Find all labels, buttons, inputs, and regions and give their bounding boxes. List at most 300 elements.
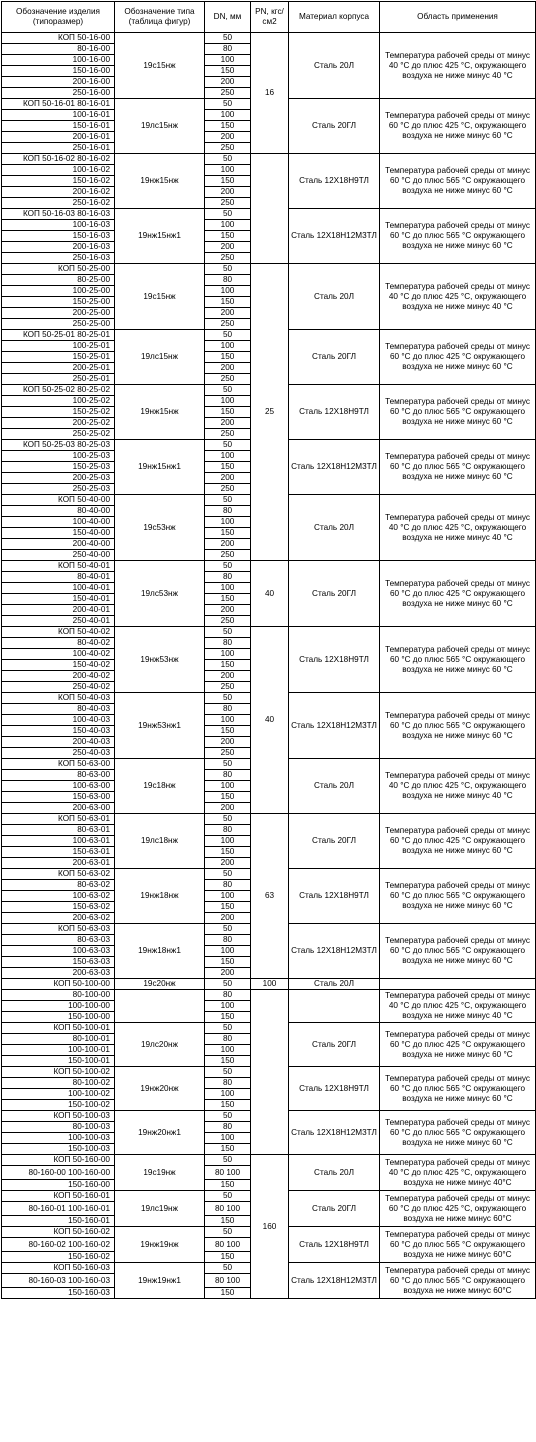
designation-cell: 80-100-03 [2,1122,115,1133]
dn-cell: 150 [205,462,251,473]
designation-cell: 150-63-02 [2,902,115,913]
application-cell: Температура рабочей среды от минус 60 °С до плюс 425 °С окружающего воздуха не ниже минус 60 °С [380,814,536,869]
designation-cell: 150-100-03 [2,1144,115,1155]
designation-cell: 200-16-00 [2,77,115,88]
table-row [2,990,536,1001]
dn-cell: 150 [205,660,251,671]
dn-cell: 250 [205,748,251,759]
dn-cell: 80 100 [205,1274,251,1288]
designation-cell: 200-16-02 [2,187,115,198]
dn-cell: 250 [205,429,251,440]
application-cell: Температура рабочей среды от минус 60 °С до плюс 565 °С окружающего воздуха не ниже минус 60°С [380,1227,536,1263]
designation-cell: 150-40-03 [2,726,115,737]
designation-cell: 80-40-01 [2,572,115,583]
designation-cell: 150-16-01 [2,121,115,132]
application-cell: Температура рабочей среды от минус 40 °С до плюс 425 °С, окружающего воздуха не ниже минус 40 °С [380,33,536,99]
dn-cell: 50 [205,1227,251,1238]
dn-cell: 80 [205,935,251,946]
application-cell: Температура рабочей среды от минус 60 °С до плюс 425 °С, окружающего воздуха не ниже минус 60 °С [380,99,536,154]
designation-cell: 100-25-01 [2,341,115,352]
dn-cell: 150 [205,726,251,737]
dn-cell: 100 [205,1045,251,1056]
designation-cell: 150-160-03 [2,1288,115,1299]
dn-cell: 150 [205,231,251,242]
type-cell: 19лс19нж [115,1191,205,1227]
header-row [2,2,536,33]
designation-cell: 200-25-03 [2,473,115,484]
designation-cell: 100-25-02 [2,396,115,407]
dn-cell: 250 [205,682,251,693]
table-row [2,627,536,638]
dn-cell: 100 [205,517,251,528]
application-cell: Температура рабочей среды от минус 60 °С до плюс 565 °С окружающего воздуха не ниже минус 60 °С [380,693,536,759]
dn-cell: 80 [205,506,251,517]
application-cell: Температура рабочей среды от минус 60 °С до плюс 565 °С окружающего воздуха не ниже минус 60 °С [380,627,536,693]
designation-cell: 80-100-00 [2,990,115,1001]
designation-cell: КОП 50-40-00 [2,495,115,506]
application-cell: Температура рабочей среды от минус 40 °С до плюс 425 °С, окружающего воздуха не ниже минус 40°С [380,1155,536,1191]
designation-cell: 200-16-01 [2,132,115,143]
dn-cell: 80 [205,638,251,649]
type-cell: 19с53нж [115,495,205,561]
designation-cell: КОП 50-160-01 [2,1191,115,1202]
type-cell [115,990,205,1023]
dn-cell: 80 [205,1122,251,1133]
dn-cell: 150 [205,1288,251,1299]
dn-cell: 200 [205,539,251,550]
material-cell: Сталь 20ГЛ [289,561,380,627]
dn-cell: 100 [205,836,251,847]
application-cell: Температура рабочей среды от минус 60 °С до плюс 565 °С окружающего воздуха не ниже минус 60 °С [380,924,536,979]
material-cell: Сталь 20ГЛ [289,99,380,154]
designation-cell: 100-63-03 [2,946,115,957]
designation-cell: 200-40-01 [2,605,115,616]
designation-cell: 150-25-01 [2,352,115,363]
dn-cell: 100 [205,341,251,352]
designation-cell: 80-16-00 [2,44,115,55]
designation-cell: 150-25-03 [2,462,115,473]
designation-cell: 250-40-03 [2,748,115,759]
designation-cell: 150-160-00 [2,1180,115,1191]
dn-cell: 50 [205,1155,251,1166]
material-cell: Сталь 12Х18Н9ТЛ [289,627,380,693]
designation-cell: 250-25-02 [2,429,115,440]
table-row [2,561,536,572]
application-cell: Температура рабочей среды от минус 60 °С до плюс 565 °С окружающего воздуха не ниже минус 60 °С [380,385,536,440]
table-row [2,979,536,990]
dn-cell: 200 [205,308,251,319]
designation-cell: 200-16-03 [2,242,115,253]
dn-cell: 150 [205,1012,251,1023]
dn-cell: 150 [205,528,251,539]
application-cell: Температура рабочей среды от минус 60 °С до плюс 565 °С окружающего воздуха не ниже минус 60 °С [380,1111,536,1155]
table-row [2,33,536,44]
type-cell: 19лс18нж [115,814,205,869]
pn-cell [251,154,289,264]
dn-cell: 200 [205,77,251,88]
dn-cell: 80 100 [205,1238,251,1252]
designation-cell: 150-63-01 [2,847,115,858]
header-type: Обозначение типа (таблица фигур) [115,2,205,33]
type-cell: 19нж19нж [115,1227,205,1263]
designation-cell: 150-100-02 [2,1100,115,1111]
application-cell [380,979,536,990]
dn-cell: 100 [205,286,251,297]
material-cell: Сталь 20ГЛ [289,1023,380,1067]
dn-cell: 250 [205,319,251,330]
designation-cell: 150-16-02 [2,176,115,187]
dn-cell: 200 [205,803,251,814]
header-dn: DN, мм [205,2,251,33]
table-row [2,1155,536,1166]
material-cell: Сталь 12Х18Н9ТЛ [289,1227,380,1263]
designation-cell: 150-63-00 [2,792,115,803]
designation-cell: 150-100-01 [2,1056,115,1067]
material-cell: Сталь 12Х18Н9ТЛ [289,154,380,209]
dn-cell: 80 [205,880,251,891]
designation-cell: 80-160-01 100-160-01 [2,1202,115,1216]
designation-cell: 150-63-03 [2,957,115,968]
dn-cell: 200 [205,913,251,924]
designation-cell: 250-40-01 [2,616,115,627]
application-cell: Температура рабочей среды от минус 60 °С до плюс 565 °С окружающего воздуха не ниже минус 60 °С [380,869,536,924]
dn-cell: 50 [205,924,251,935]
dn-cell: 100 [205,1001,251,1012]
type-cell: 19с18нж [115,759,205,814]
dn-cell: 80 [205,770,251,781]
dn-cell: 150 [205,957,251,968]
dn-cell: 50 [205,264,251,275]
designation-cell: 80-25-00 [2,275,115,286]
dn-cell: 250 [205,88,251,99]
type-cell: 19нж20нж [115,1067,205,1111]
designation-cell: 80-100-01 [2,1034,115,1045]
designation-cell: 250-25-01 [2,374,115,385]
dn-cell: 200 [205,858,251,869]
material-cell: Сталь 20Л [289,759,380,814]
dn-cell: 50 [205,627,251,638]
header-material: Материал корпуса [289,2,380,33]
designation-cell: 150-40-02 [2,660,115,671]
dn-cell: 50 [205,385,251,396]
designation-cell: 100-40-03 [2,715,115,726]
designation-cell: КОП 50-25-01 80-25-01 [2,330,115,341]
designation-cell: 100-16-01 [2,110,115,121]
material-cell: Сталь 20ГЛ [289,1191,380,1227]
dn-cell: 100 [205,55,251,66]
dn-cell: 200 [205,242,251,253]
type-cell: 19лс15нж [115,330,205,385]
valve-specs-table [1,1,536,1299]
dn-cell: 50 [205,693,251,704]
dn-cell: 100 [205,165,251,176]
designation-cell: 80-100-02 [2,1078,115,1089]
designation-cell: 250-16-02 [2,198,115,209]
pn-cell: 63 [251,814,289,979]
designation-cell: 80-160-02 100-160-02 [2,1238,115,1252]
application-cell: Температура рабочей среды от минус 40 °С до плюс 425 °С, окружающего воздуха не ниже минус 40 °С [380,990,536,1023]
designation-cell: 80-160-03 100-160-03 [2,1274,115,1288]
designation-cell: 80-40-03 [2,704,115,715]
designation-cell: КОП 50-16-03 80-16-03 [2,209,115,220]
dn-cell: 50 [205,99,251,110]
dn-cell: 50 [205,979,251,990]
dn-cell: 50 [205,561,251,572]
type-cell: 19лс53нж [115,561,205,627]
type-cell: 19нж53нж [115,627,205,693]
designation-cell: 200-25-02 [2,418,115,429]
designation-cell: 100-63-00 [2,781,115,792]
application-cell: Температура рабочей среды от минус 60 °С до плюс 565 °С окружающего воздуха не ниже минус 60 °С [380,440,536,495]
dn-cell: 200 [205,132,251,143]
dn-cell: 150 [205,1252,251,1263]
material-cell: Сталь 12Х18Н12М3ТЛ [289,924,380,979]
dn-cell: 50 [205,1263,251,1274]
pn-cell: 160 [251,1155,289,1299]
dn-cell: 150 [205,297,251,308]
dn-cell: 50 [205,1111,251,1122]
dn-cell: 250 [205,616,251,627]
designation-cell: 150-25-02 [2,407,115,418]
designation-cell: 200-25-01 [2,363,115,374]
dn-cell: 250 [205,143,251,154]
designation-cell: 150-160-01 [2,1216,115,1227]
designation-cell: КОП 50-25-00 [2,264,115,275]
pn-cell: 16 [251,33,289,154]
dn-cell: 80 100 [205,1202,251,1216]
dn-cell: 100 [205,583,251,594]
type-cell: 19с20нж [115,979,205,990]
material-cell: Сталь 20Л [289,264,380,330]
dn-cell: 100 [205,946,251,957]
designation-cell: 100-100-03 [2,1133,115,1144]
material-cell: Сталь 12Х18Н12М3ТЛ [289,693,380,759]
dn-cell: 100 [205,715,251,726]
dn-cell: 50 [205,495,251,506]
designation-cell: КОП 50-160-03 [2,1263,115,1274]
designation-cell: 100-16-02 [2,165,115,176]
dn-cell: 150 [205,1216,251,1227]
designation-cell: 100-63-02 [2,891,115,902]
type-cell: 19нж15нж [115,154,205,209]
designation-cell: 80-63-00 [2,770,115,781]
dn-cell: 80 100 [205,1166,251,1180]
designation-cell: 80-63-02 [2,880,115,891]
dn-cell: 200 [205,737,251,748]
dn-cell: 250 [205,550,251,561]
designation-cell: КОП 50-100-02 [2,1067,115,1078]
application-cell: Температура рабочей среды от минус 60 °С до плюс 425 °С окружающего воздуха не ниже минус 60 °С [380,1023,536,1067]
dn-cell: 250 [205,253,251,264]
material-cell: Сталь 20ГЛ [289,814,380,869]
designation-cell: КОП 50-100-03 [2,1111,115,1122]
designation-cell: 150-100-00 [2,1012,115,1023]
material-cell: Сталь 20Л [289,1155,380,1191]
dn-cell: 200 [205,418,251,429]
designation-cell: КОП 50-25-02 80-25-02 [2,385,115,396]
application-cell: Температура рабочей среды от минус 60 °С до плюс 425 °С окружающего воздуха не ниже минус 60 °С [380,330,536,385]
dn-cell: 80 [205,990,251,1001]
dn-cell: 100 [205,891,251,902]
application-cell: Температура рабочей среды от минус 60 °С до плюс 425 °С, окружающего воздуха не ниже минус 60°С [380,1191,536,1227]
type-cell: 19нж15нж1 [115,440,205,495]
designation-cell: 250-16-03 [2,253,115,264]
dn-cell: 50 [205,330,251,341]
dn-cell: 100 [205,781,251,792]
dn-cell: 100 [205,220,251,231]
header-designation: Обозначение изделия (типоразмер) [2,2,115,33]
designation-cell: 200-63-01 [2,858,115,869]
material-cell: Сталь 12Х18Н12М3ТЛ [289,1263,380,1299]
designation-cell: 150-16-00 [2,66,115,77]
type-cell: 19нж19нж1 [115,1263,205,1299]
dn-cell: 150 [205,1100,251,1111]
dn-cell: 50 [205,1023,251,1034]
designation-cell: 200-40-00 [2,539,115,550]
designation-cell: 100-63-01 [2,836,115,847]
pn-cell: 40 [251,561,289,627]
material-cell: Сталь 20Л [289,33,380,99]
application-cell: Температура рабочей среды от минус 40 °С до плюс 425 °С, окружающего воздуха не ниже минус 40 °С [380,759,536,814]
designation-cell: КОП 50-160-02 [2,1227,115,1238]
designation-cell: КОП 50-25-03 80-25-03 [2,440,115,451]
type-cell: 19нж53нж1 [115,693,205,759]
dn-cell: 200 [205,363,251,374]
application-cell: Температура рабочей среды от минус 60 °С до плюс 425 °С окружающего воздуха не ниже минус 60 °С [380,561,536,627]
table-body [2,33,536,1299]
dn-cell: 200 [205,187,251,198]
designation-cell: 80-40-00 [2,506,115,517]
dn-cell: 150 [205,407,251,418]
dn-cell: 100 [205,1133,251,1144]
dn-cell: 200 [205,605,251,616]
type-cell: 19с15нж [115,264,205,330]
designation-cell: 250-16-01 [2,143,115,154]
designation-cell: 250-25-03 [2,484,115,495]
dn-cell: 100 [205,451,251,462]
designation-cell: КОП 50-100-01 [2,1023,115,1034]
material-cell: Сталь 12Х18Н9ТЛ [289,1067,380,1111]
dn-cell: 200 [205,473,251,484]
dn-cell: 150 [205,847,251,858]
designation-cell: 150-160-02 [2,1252,115,1263]
dn-cell: 150 [205,594,251,605]
dn-cell: 50 [205,33,251,44]
dn-cell: 80 [205,44,251,55]
dn-cell: 50 [205,1067,251,1078]
designation-cell: 200-63-00 [2,803,115,814]
designation-cell: КОП 50-16-01 80-16-01 [2,99,115,110]
pn-cell [251,990,289,1155]
application-cell: Температура рабочей среды от минус 60 °С до плюс 565 °С окружающего воздуха не ниже минус 60°С [380,1263,536,1299]
dn-cell: 80 [205,704,251,715]
material-cell: Сталь 20Л [289,979,380,990]
designation-cell: КОП 50-100-00 [2,979,115,990]
designation-cell: 100-100-02 [2,1089,115,1100]
dn-cell: 150 [205,1144,251,1155]
designation-cell: 200-25-00 [2,308,115,319]
dn-cell: 80 [205,1034,251,1045]
application-cell: Температура рабочей среды от минус 60 °С до плюс 565 °С окружающего воздуха не ниже минус 60 °С [380,209,536,264]
type-cell: 19нж20нж1 [115,1111,205,1155]
dn-cell: 150 [205,1056,251,1067]
dn-cell: 250 [205,484,251,495]
table-row [2,154,536,165]
pn-cell: 40 [251,627,289,814]
dn-cell: 150 [205,176,251,187]
dn-cell: 50 [205,209,251,220]
type-cell: 19лс20нж [115,1023,205,1067]
designation-cell: КОП 50-63-02 [2,869,115,880]
designation-cell: 100-16-00 [2,55,115,66]
dn-cell: 100 [205,396,251,407]
dn-cell: 50 [205,154,251,165]
dn-cell: 80 [205,1078,251,1089]
type-cell: 19нж18нж1 [115,924,205,979]
type-cell: 19нж15нж1 [115,209,205,264]
designation-cell: КОП 50-16-00 [2,33,115,44]
designation-cell: 100-100-00 [2,1001,115,1012]
dn-cell: 250 [205,374,251,385]
dn-cell: 150 [205,902,251,913]
designation-cell: 150-16-03 [2,231,115,242]
table-row [2,264,536,275]
designation-cell: 150-25-00 [2,297,115,308]
header-application: Область применения [380,2,536,33]
designation-cell: КОП 50-40-03 [2,693,115,704]
dn-cell: 100 [205,649,251,660]
pn-cell: 25 [251,264,289,561]
dn-cell: 80 [205,825,251,836]
designation-cell: 100-40-01 [2,583,115,594]
designation-cell: 100-100-01 [2,1045,115,1056]
dn-cell: 100 [205,1089,251,1100]
designation-cell: 100-16-03 [2,220,115,231]
type-cell: 19нж15нж [115,385,205,440]
designation-cell: КОП 50-63-03 [2,924,115,935]
dn-cell: 250 [205,198,251,209]
material-cell: Сталь 12Х18Н12М3ТЛ [289,1111,380,1155]
type-cell: 19лс15нж [115,99,205,154]
designation-cell: 200-63-03 [2,968,115,979]
material-cell: Сталь 12Х18Н9ТЛ [289,869,380,924]
designation-cell: 250-40-02 [2,682,115,693]
dn-cell: 50 [205,814,251,825]
application-cell: Температура рабочей среды от минус 40 °С до плюс 425 °С, окружающего воздуха не ниже минус 40 °С [380,264,536,330]
designation-cell: 200-63-02 [2,913,115,924]
header-pn: PN, кгс/см2 [251,2,289,33]
designation-cell: КОП 50-16-02 80-16-02 [2,154,115,165]
table-row [2,814,536,825]
dn-cell: 50 [205,869,251,880]
designation-cell: 80-63-01 [2,825,115,836]
type-cell: 19нж18нж [115,869,205,924]
designation-cell: КОП 50-63-00 [2,759,115,770]
type-cell: 19с19нж [115,1155,205,1191]
designation-cell: 250-25-00 [2,319,115,330]
dn-cell: 200 [205,671,251,682]
material-cell: Сталь 12Х18Н12М3ТЛ [289,209,380,264]
designation-cell: КОП 50-160-00 [2,1155,115,1166]
dn-cell: 100 [205,110,251,121]
designation-cell: 250-40-00 [2,550,115,561]
designation-cell: 200-40-03 [2,737,115,748]
dn-cell: 150 [205,1180,251,1191]
designation-cell: 80-63-03 [2,935,115,946]
dn-cell: 150 [205,792,251,803]
dn-cell: 200 [205,968,251,979]
material-cell [289,990,380,1023]
